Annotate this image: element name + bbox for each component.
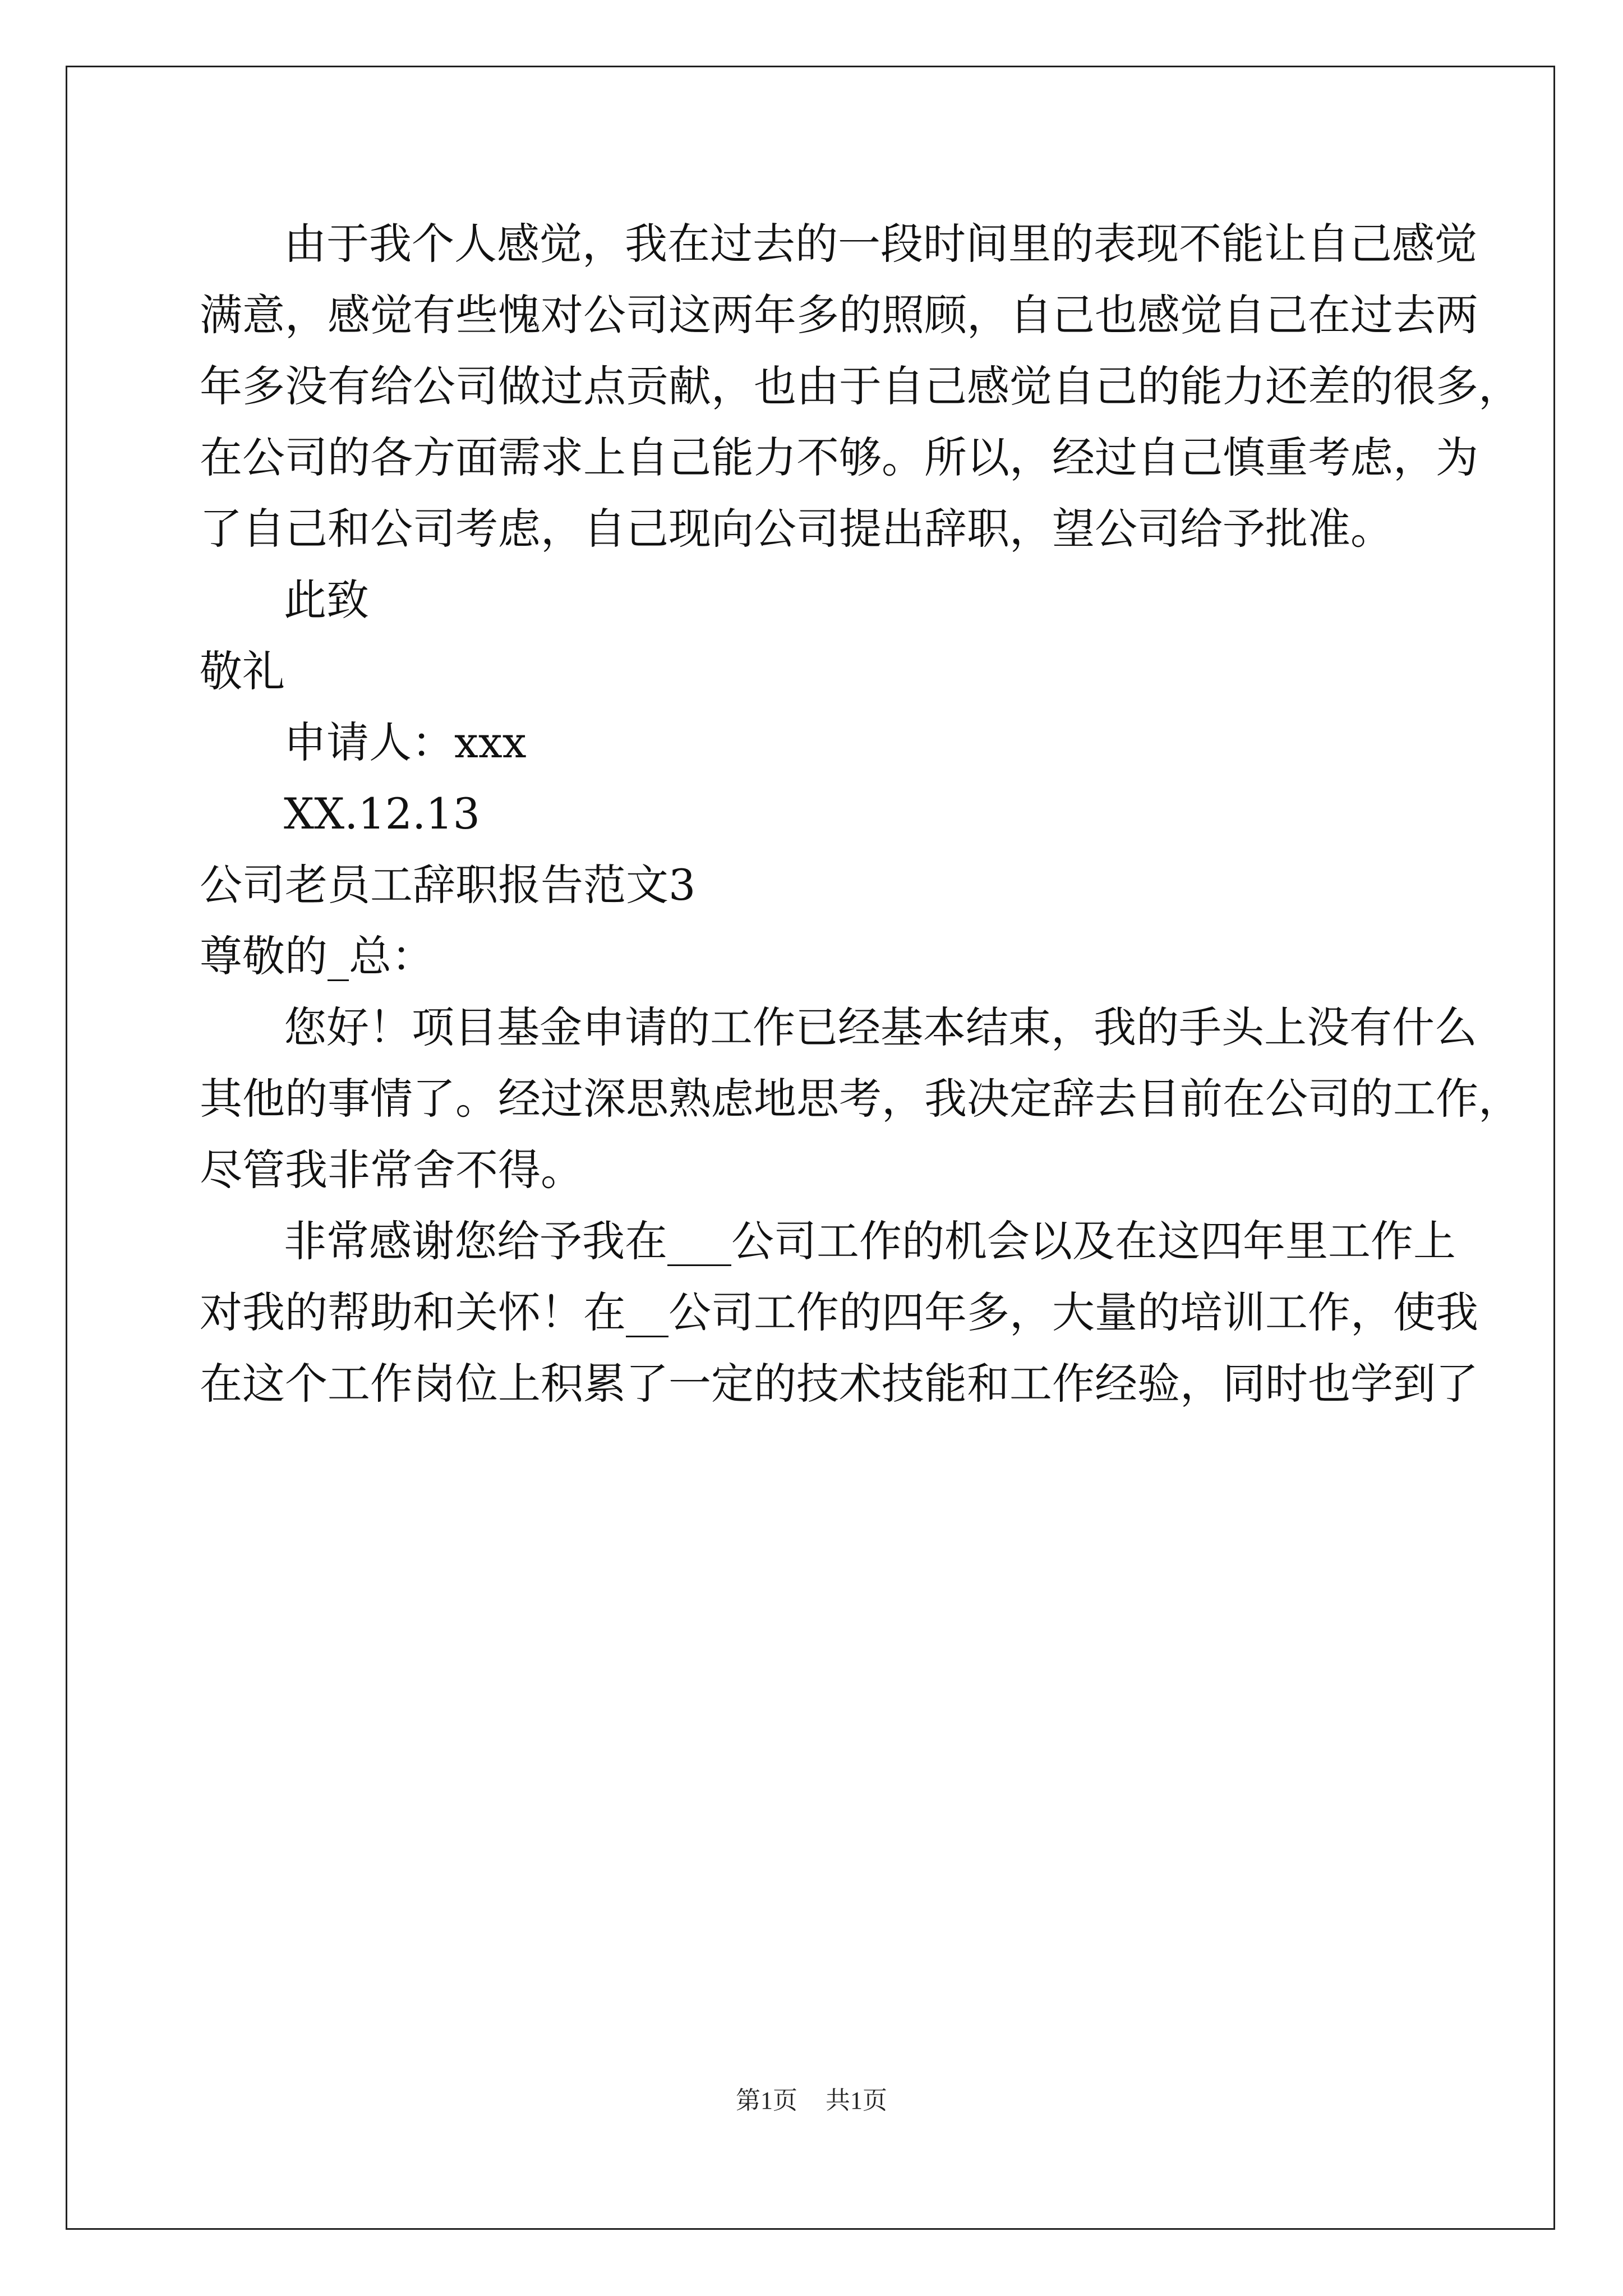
paragraph-line: 尽管我非常舍不得。 (200, 1145, 583, 1195)
page-number-current: 第1页 (736, 2087, 797, 2114)
section-title: 公司老员工辞职报告范文3 (200, 860, 696, 910)
applicant-signature: 申请人：xxx (284, 717, 527, 767)
signature-date: XX.12.13 (284, 789, 480, 839)
paragraph-line: 您好！项目基金申请的工作已经基本结束，我的手头上没有什么 (284, 1002, 1477, 1052)
greeting: 尊敬的_总： (200, 931, 434, 981)
paragraph-line: 对我的帮助和关怀！在__公司工作的四年多，大量的培训工作，使我 (200, 1287, 1478, 1337)
page-footer (0, 2084, 1623, 2118)
paragraph-line: 在这个工作岗位上积累了一定的技术技能和工作经验，同时也学到了 (200, 1359, 1478, 1409)
paragraph-line: 年多没有给公司做过点贡献，也由于自己感觉自己的能力还差的很多， (200, 361, 1521, 411)
paragraph-line: 由于我个人感觉，我在过去的一段时间里的表现不能让自己感觉 (284, 219, 1477, 269)
paragraph-line: 满意，感觉有些愧对公司这两年多的照顾，自己也感觉自己在过去两 (200, 290, 1478, 340)
paragraph-line: 在公司的各方面需求上自己能力不够。所以，经过自己慎重考虑，为 (200, 432, 1478, 482)
paragraph-line: 非常感谢您给予我在___公司工作的机会以及在这四年里工作上 (284, 1216, 1456, 1266)
closing-salutation: 此致 (284, 575, 369, 625)
paragraph-line: 了自己和公司考虑，自己现向公司提出辞职，望公司给予批准。 (200, 504, 1393, 554)
closing-regards: 敬礼 (200, 646, 285, 696)
paragraph-line: 其他的事情了。经过深思熟虑地思考，我决定辞去目前在公司的工作， (200, 1074, 1521, 1124)
page-number-total: 共1页 (826, 2087, 887, 2114)
